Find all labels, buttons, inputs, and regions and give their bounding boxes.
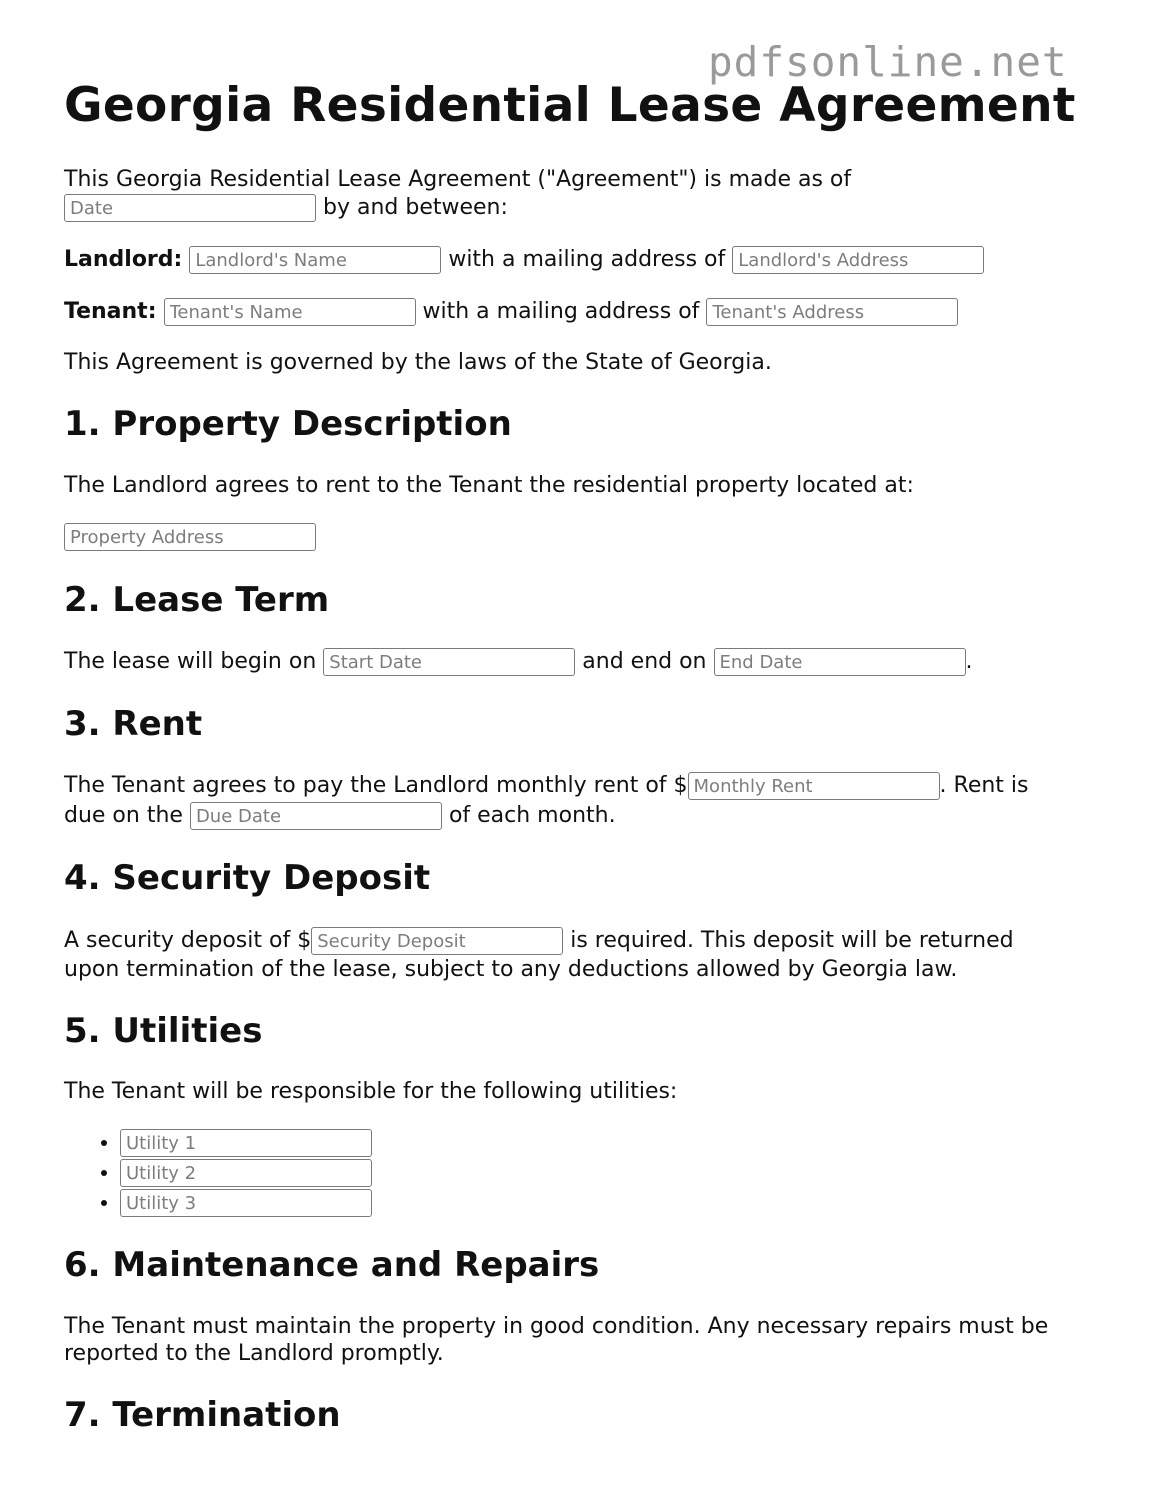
- utilities-text: The Tenant will be responsible for the following utilities:: [64, 1079, 678, 1104]
- due-date-input[interactable]: [190, 802, 442, 830]
- tenant-mailing-text: with a mailing address of: [422, 299, 700, 324]
- landlord-row: [64, 246, 984, 274]
- section-heading-termination: 7. Termination: [64, 1395, 341, 1435]
- governing-law-text: This Agreement is governed by the laws of the State of Georgia.: [64, 350, 772, 375]
- date-input[interactable]: [64, 194, 316, 222]
- security-deposit-input[interactable]: [311, 927, 563, 955]
- section-heading-rent: 3. Rent: [64, 704, 203, 744]
- maintenance-line-2: reported to the Landlord promptly.: [64, 1341, 444, 1366]
- section-heading-utilities: 5. Utilities: [64, 1011, 263, 1051]
- intro-line-1: This Georgia Residential Lease Agreement ("Agreement") is made as of: [64, 167, 852, 192]
- list-item: [120, 1128, 372, 1158]
- intro-line-2: [64, 194, 508, 222]
- tenant-row: [64, 298, 958, 326]
- lease-end-text: and end on: [582, 649, 707, 674]
- section-heading-property: 1. Property Description: [64, 404, 512, 444]
- lease-term-period: .: [965, 649, 973, 674]
- intro-tail-text: by and between:: [323, 195, 508, 220]
- utility-1-input[interactable]: [120, 1129, 372, 1157]
- tenant-name-input[interactable]: [164, 298, 416, 326]
- deposit-text: A security deposit of $: [64, 928, 312, 953]
- deposit-row-1: [64, 927, 1014, 955]
- list-item: [120, 1188, 372, 1218]
- utility-3-input[interactable]: [120, 1189, 372, 1217]
- section-heading-deposit: 4. Security Deposit: [64, 858, 431, 898]
- rent-due-text: . Rent is: [939, 773, 1029, 798]
- maintenance-line-1: The Tenant must maintain the property in good condition. Any necessary repairs must be: [64, 1314, 1049, 1339]
- end-date-input[interactable]: [714, 648, 966, 676]
- deposit-returned-text: is required. This deposit will be returned: [570, 928, 1014, 953]
- rent-row-2: [64, 802, 616, 830]
- list-item: [120, 1158, 372, 1188]
- deposit-line-2: upon termination of the lease, subject to any deductions allowed by Georgia law.: [64, 957, 958, 982]
- property-text: The Landlord agrees to rent to the Tenant the residential property located at:: [64, 473, 914, 498]
- watermark-text: pdfsonline.net: [708, 38, 1068, 86]
- document-title: Georgia Residential Lease Agreement: [64, 78, 1076, 133]
- section-heading-lease-term: 2. Lease Term: [64, 580, 330, 620]
- due-on-text: due on the: [64, 803, 183, 828]
- tenant-address-input[interactable]: [706, 298, 958, 326]
- property-address-input[interactable]: [64, 523, 316, 551]
- rent-row-1: [64, 772, 1029, 800]
- lease-begin-text: The lease will begin on: [64, 649, 317, 674]
- start-date-input[interactable]: [323, 648, 575, 676]
- monthly-rent-input[interactable]: [688, 772, 940, 800]
- section-heading-maintenance: 6. Maintenance and Repairs: [64, 1245, 600, 1285]
- each-month-text: of each month.: [448, 803, 616, 828]
- landlord-mailing-text: with a mailing address of: [448, 247, 726, 272]
- landlord-address-input[interactable]: [732, 246, 984, 274]
- utility-2-input[interactable]: [120, 1159, 372, 1187]
- rent-text: The Tenant agrees to pay the Landlord monthly rent of $: [64, 773, 688, 798]
- tenant-label: Tenant:: [64, 299, 157, 324]
- property-row: [64, 523, 316, 551]
- landlord-label: Landlord:: [64, 247, 183, 272]
- lease-term-row: [64, 648, 973, 676]
- landlord-name-input[interactable]: [189, 246, 441, 274]
- utilities-list: [94, 1128, 372, 1218]
